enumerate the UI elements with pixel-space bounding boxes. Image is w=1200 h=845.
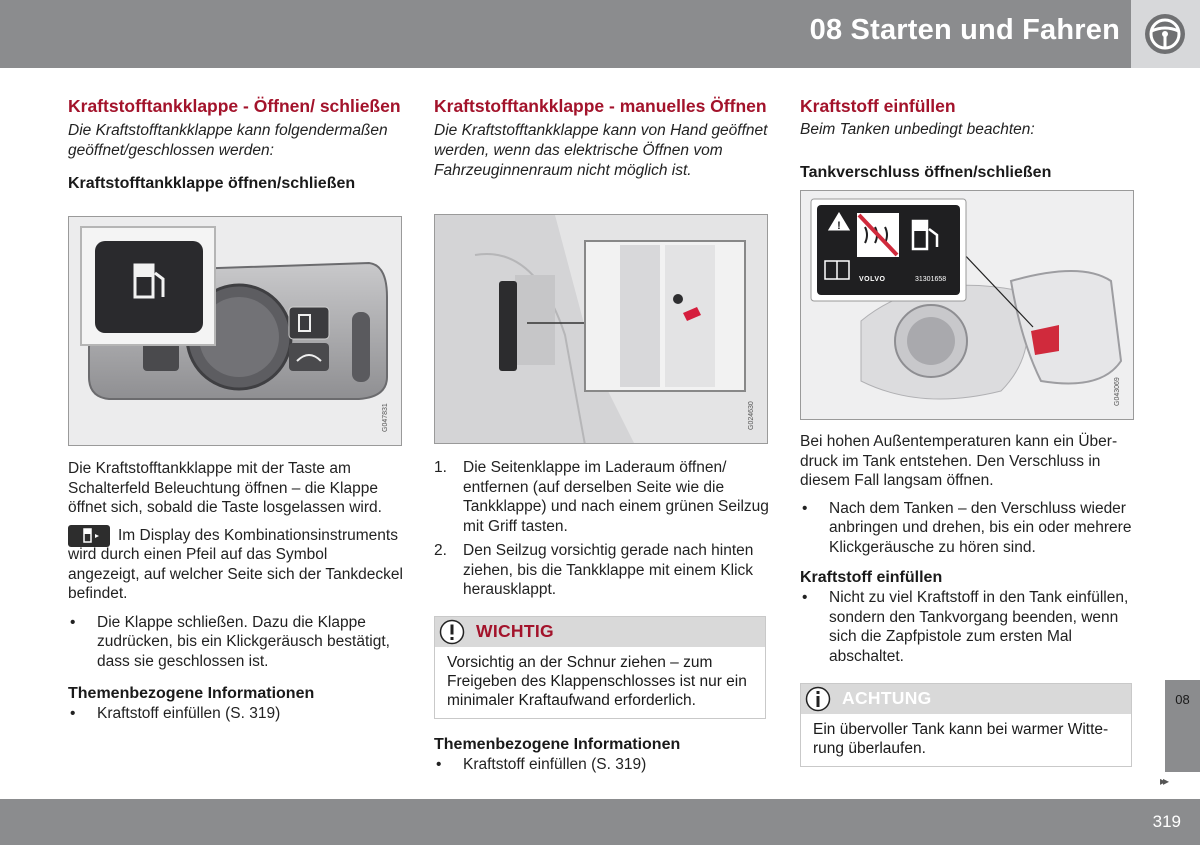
display-note-text: Im Display des Kombinationsinstruments wird durch einen Pfeil auf das Symbol angezeigt, auf welcher Seite sich der Tankdeckel befindet. [68,526,403,602]
chapter-side-tab[interactable]: 08 [1165,680,1200,772]
chapter-title: 08 Starten und Fahren [809,14,1120,46]
figure-code: G047831 [382,403,389,432]
warning-icon [439,619,465,645]
section-intro: Die Kraftstofftankklappe kann von Hand geöffnet werden, wenn das elektrische Öffnen vom Fahrzeuginnenraum nicht möglich ist. [434,122,768,179]
fuel-cap-figure [800,190,1134,420]
fuel-cap-illustration [801,191,1134,420]
page-number: 319 [1152,812,1181,831]
paragraph: Die Kraftstofftankklappe mit der Taste am Schalterfeld Beleuchtung öffnen – die Klappe öffnet sich, sobald die Taste losgelassen wird. [68,460,382,516]
section-intro: Die Kraftstofftankklappe kann folgendermaßen geöffnet/geschlossen werden: [68,122,388,159]
light-switch-panel-figure [68,216,402,446]
list-item: • Die Klappe schließen. Dazu die Klappe zudrücken, bis ein Klickgeräusch bestätigt, dass sie geschlossen ist. [70,613,390,670]
notice-text: Ein übervoller Tank kann bei warmer Witterung überlaufen. [801,714,1131,766]
cargo-side-panel-illustration [435,215,768,444]
section-heading: Kraftstofftankklappe - manuelles Öffnen [434,96,767,116]
paragraph: Bei hohen Außentemperaturen kann ein Überdruck im Tank entstehen. Den Verschluss in diesem Fall langsam öffnen. [800,433,1118,489]
list-item: • Nach dem Tanken – den Verschluss wieder anbringen und drehen, bis ein oder mehrere Klickgeräusche zu hören sind. [802,499,1132,556]
notice-title: ACHTUNG [842,688,932,708]
related-link[interactable]: • Kraftstoff einfüllen (S. 319) [436,755,647,773]
figure-code: G024630 [748,401,755,430]
column-fuel-flap-manual [434,96,769,181]
label-part-number: 31301658 [915,276,947,283]
figure-code: G043069 [1114,377,1121,406]
page-footer [0,799,1200,845]
svg-text:!: ! [837,220,841,232]
section-heading: Kraftstoff einfüllen [800,96,956,116]
subheading: Kraftstoff einfüllen [800,569,943,586]
caution-notice [800,683,1132,767]
display-note [68,526,403,604]
notice-text: Vorsichtig an der Schnur ziehen – zum Freigeben des Klappenschlosses ist nur ein minimaler Kraftaufwand erforderlich. [435,647,765,718]
column-3-text [800,432,1132,767]
list-item: • Nicht zu viel Kraftstoff in den Tank einfüllen, sondern den Tankvorgang beenden, wenn sich die Zapfpistole zum ersten Mal abschaltet. [802,589,1129,665]
continue-arrows-icon: ▸▸ [1160,774,1167,788]
section-intro: Beim Tanken unbedingt beachten: [800,121,1035,138]
related-heading: Themenbezogene Informationen [68,685,315,702]
list-item: 2. Den Seilzug vorsichtig gerade nach hinten ziehen, bis die Tankklappe mit einem Klick herausklappt. [434,542,754,598]
subheading: Kraftstofftankklappe öffnen/schließen [68,175,356,192]
section-heading: Kraftstofftankklappe - Öffnen/ schließen [68,96,401,116]
column-1-text [68,459,403,724]
column-refuelling [800,96,1135,183]
column-fuel-flap-open-close [68,96,403,194]
column-2-text [434,458,769,774]
info-icon [805,686,831,712]
subheading: Tankverschluss öffnen/schließen [800,164,1052,181]
fuel-pump-symbol-icon [68,525,110,547]
notice-title: WICHTIG [476,620,554,641]
cargo-side-panel-figure [434,214,768,444]
important-notice [434,616,766,719]
light-switch-panel-illustration [69,217,402,446]
list-item: 1. Die Seitenklappe im Laderaum öffnen/ entfernen (auf derselben Seite wie die Tankklappe) und nach einem grünen Seilzug mit Griff tasten. [434,459,769,535]
related-link[interactable]: • Kraftstoff einfüllen (S. 319) [70,705,281,722]
label-brand: VOLVO [859,276,886,283]
related-heading: Themenbezogene Informationen [434,735,681,753]
steering-wheel-icon [1143,12,1187,56]
